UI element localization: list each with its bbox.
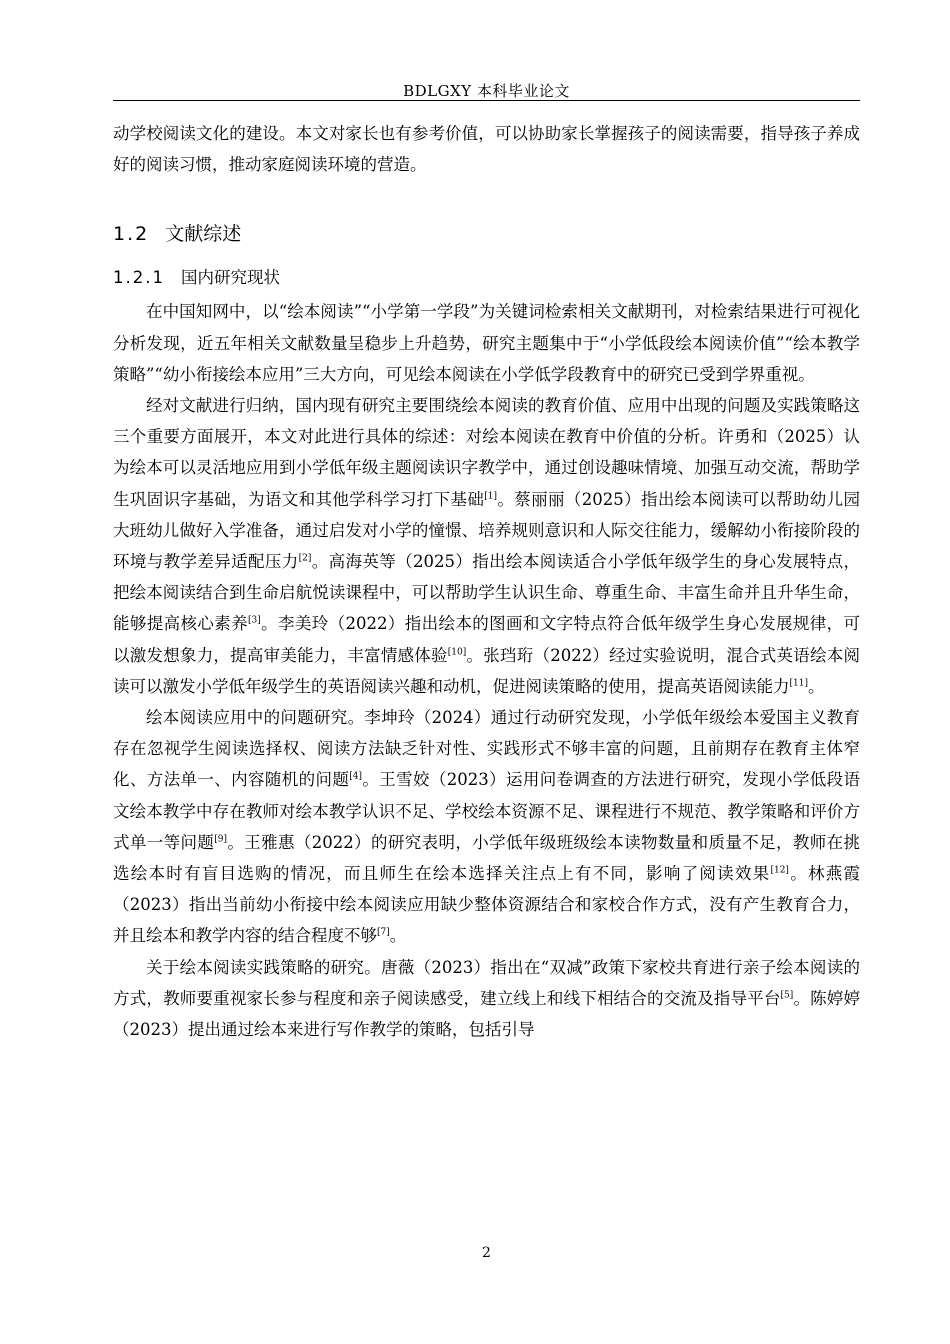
citation-12: [12] bbox=[770, 865, 789, 876]
citation-4: [4] bbox=[349, 771, 362, 782]
paragraph-3 bbox=[113, 702, 860, 952]
p3-text-4: 。林燕霞（2023）指出当前幼小衔接中绘本阅读应用缺少整体资源结合和家校合作方式，没有产生教育合力，并且绘本和教学内容的结合程度不够 bbox=[113, 864, 861, 946]
citation-2: [2] bbox=[298, 553, 312, 564]
p2-text-6: 。 bbox=[807, 676, 825, 696]
paragraph-1: 在中国知网中，以“绘本阅读”“小学第一学段”为关键词检索相关文献期刊，对检索结果进行可视化分析发现，近五年相关文献数量呈稳步上升趋势，研究主题集中于“小学低段绘本阅读价值”“绘本教学策略”“幼小衔接绘本应用”三大方向，可见绘本阅读在小学低学段教育中的研究已受到学界重视。 bbox=[113, 302, 860, 384]
p2-text-3: 。高海英等（2025）指出绘本阅读适合小学低年级学生的身心发展特点，把绘本阅读结合到生命启航悦读课程中，可以帮助学生认识生命、尊重生命、丰富生命并且升华生命，能够提高核心素养 bbox=[113, 552, 860, 634]
p3-text-3: 。王雅惠（2022）的研究表明，小学低年级班级绘本读物数量和质量不足，教师在挑选绘本时有盲目选购的情况，而且师生在绘本选择关注点上有不同，影响了阅读效果 bbox=[113, 832, 860, 884]
p2-text-4: 。李美玲（2022）指出绘本的图画和文字特点符合低年级学生身心发展规律，可以激发想象力，提高审美能力，丰富情感体验 bbox=[113, 614, 860, 665]
p3-text-1: 绘本阅读应用中的问题研究。李坤玲（2024）通过行动研究发现，小学低年级绘本爱国主义教育存在忽视学生阅读选择权、阅读方法缺乏针对性、实践形式不够丰富的问题，且前期存在教育主体窄化、方法单一、内容随机的问题 bbox=[113, 708, 860, 790]
subsection-heading bbox=[113, 262, 860, 294]
subsection-number: 1.2.1 bbox=[113, 268, 165, 288]
citation-5: [5] bbox=[780, 990, 794, 1001]
intro-paragraph: 动学校阅读文化的建设。本文对家长也有参考价值，可以协助家长掌握孩子的阅读需要，指导孩子养成好的阅读习惯，推动家庭阅读环境的营造。 bbox=[113, 124, 860, 175]
header-title: BDLGXY 本科毕业论文 bbox=[403, 82, 570, 100]
p2-text-2: 。蔡丽丽（2025）指出绘本阅读可以帮助幼儿园大班幼儿做好入学准备，通过启发对小学的憧憬、培养规则意识和人际交往能力，缓解幼小衔接阶段的环境与教学差异适配压力 bbox=[113, 489, 860, 572]
page-body bbox=[113, 118, 860, 1045]
section-number: 1.2 bbox=[113, 223, 150, 246]
p3-text-5: 。 bbox=[389, 926, 407, 946]
page-number: 2 bbox=[482, 1245, 491, 1261]
citation-10: [10] bbox=[447, 647, 467, 658]
p4-text-2: 。陈婷婷（2023）提出通过绘本来进行写作教学的策略，包括引导 bbox=[113, 988, 860, 1040]
citation-1: [1] bbox=[484, 491, 497, 502]
citation-11: [11] bbox=[789, 678, 808, 689]
citation-7: [7] bbox=[377, 927, 390, 938]
p2-text-1: 经对文献进行归纳，国内现有研究主要围绕绘本阅读的教育价值、应用中出现的问题及实践策略这三个重要方面展开，本文对此进行具体的综述：对绘本阅读在教育中价值的分析。许勇和（2025）认为绘本可以灵活地应用到小学低年级主题阅读识字教学中，通过创设趣味情境、加强互动交流，帮助学生巩固识字基础，为语文和其他学科学习打下基础 bbox=[113, 396, 860, 509]
p2-text-5: 。张珰珩（2022）经过实验说明，混合式英语绘本阅读可以激发小学低年级学生的英语阅读兴趣和动机，促进阅读策略的使用，提高英语阅读能力 bbox=[113, 645, 861, 696]
citation-3: [3] bbox=[248, 615, 261, 626]
section-title: 文献综述 bbox=[165, 223, 242, 246]
paragraph-4 bbox=[113, 952, 860, 1046]
paragraph-2 bbox=[113, 390, 860, 702]
citation-9: [9] bbox=[214, 834, 227, 845]
header-rule bbox=[113, 100, 860, 101]
p4-text-1: 关于绘本阅读实践策略的研究。唐薇（2023）指出在“双减”政策下家校共育进行亲子绘本阅读的方式，教师要重视家长参与程度和亲子阅读感受，建立线上和线下相结合的交流及指导平台 bbox=[113, 957, 860, 1008]
p3-text-2: 。王雪姣（2023）运用问卷调查的方法进行研究，发现小学低段语文绘本教学中存在教师对绘本教学认识不足、学校绘本资源不足、课程进行不规范、教学策略和评价方式单一等问题 bbox=[113, 770, 860, 852]
subsection-title: 国内研究现状 bbox=[180, 268, 280, 288]
section-heading bbox=[113, 218, 860, 250]
